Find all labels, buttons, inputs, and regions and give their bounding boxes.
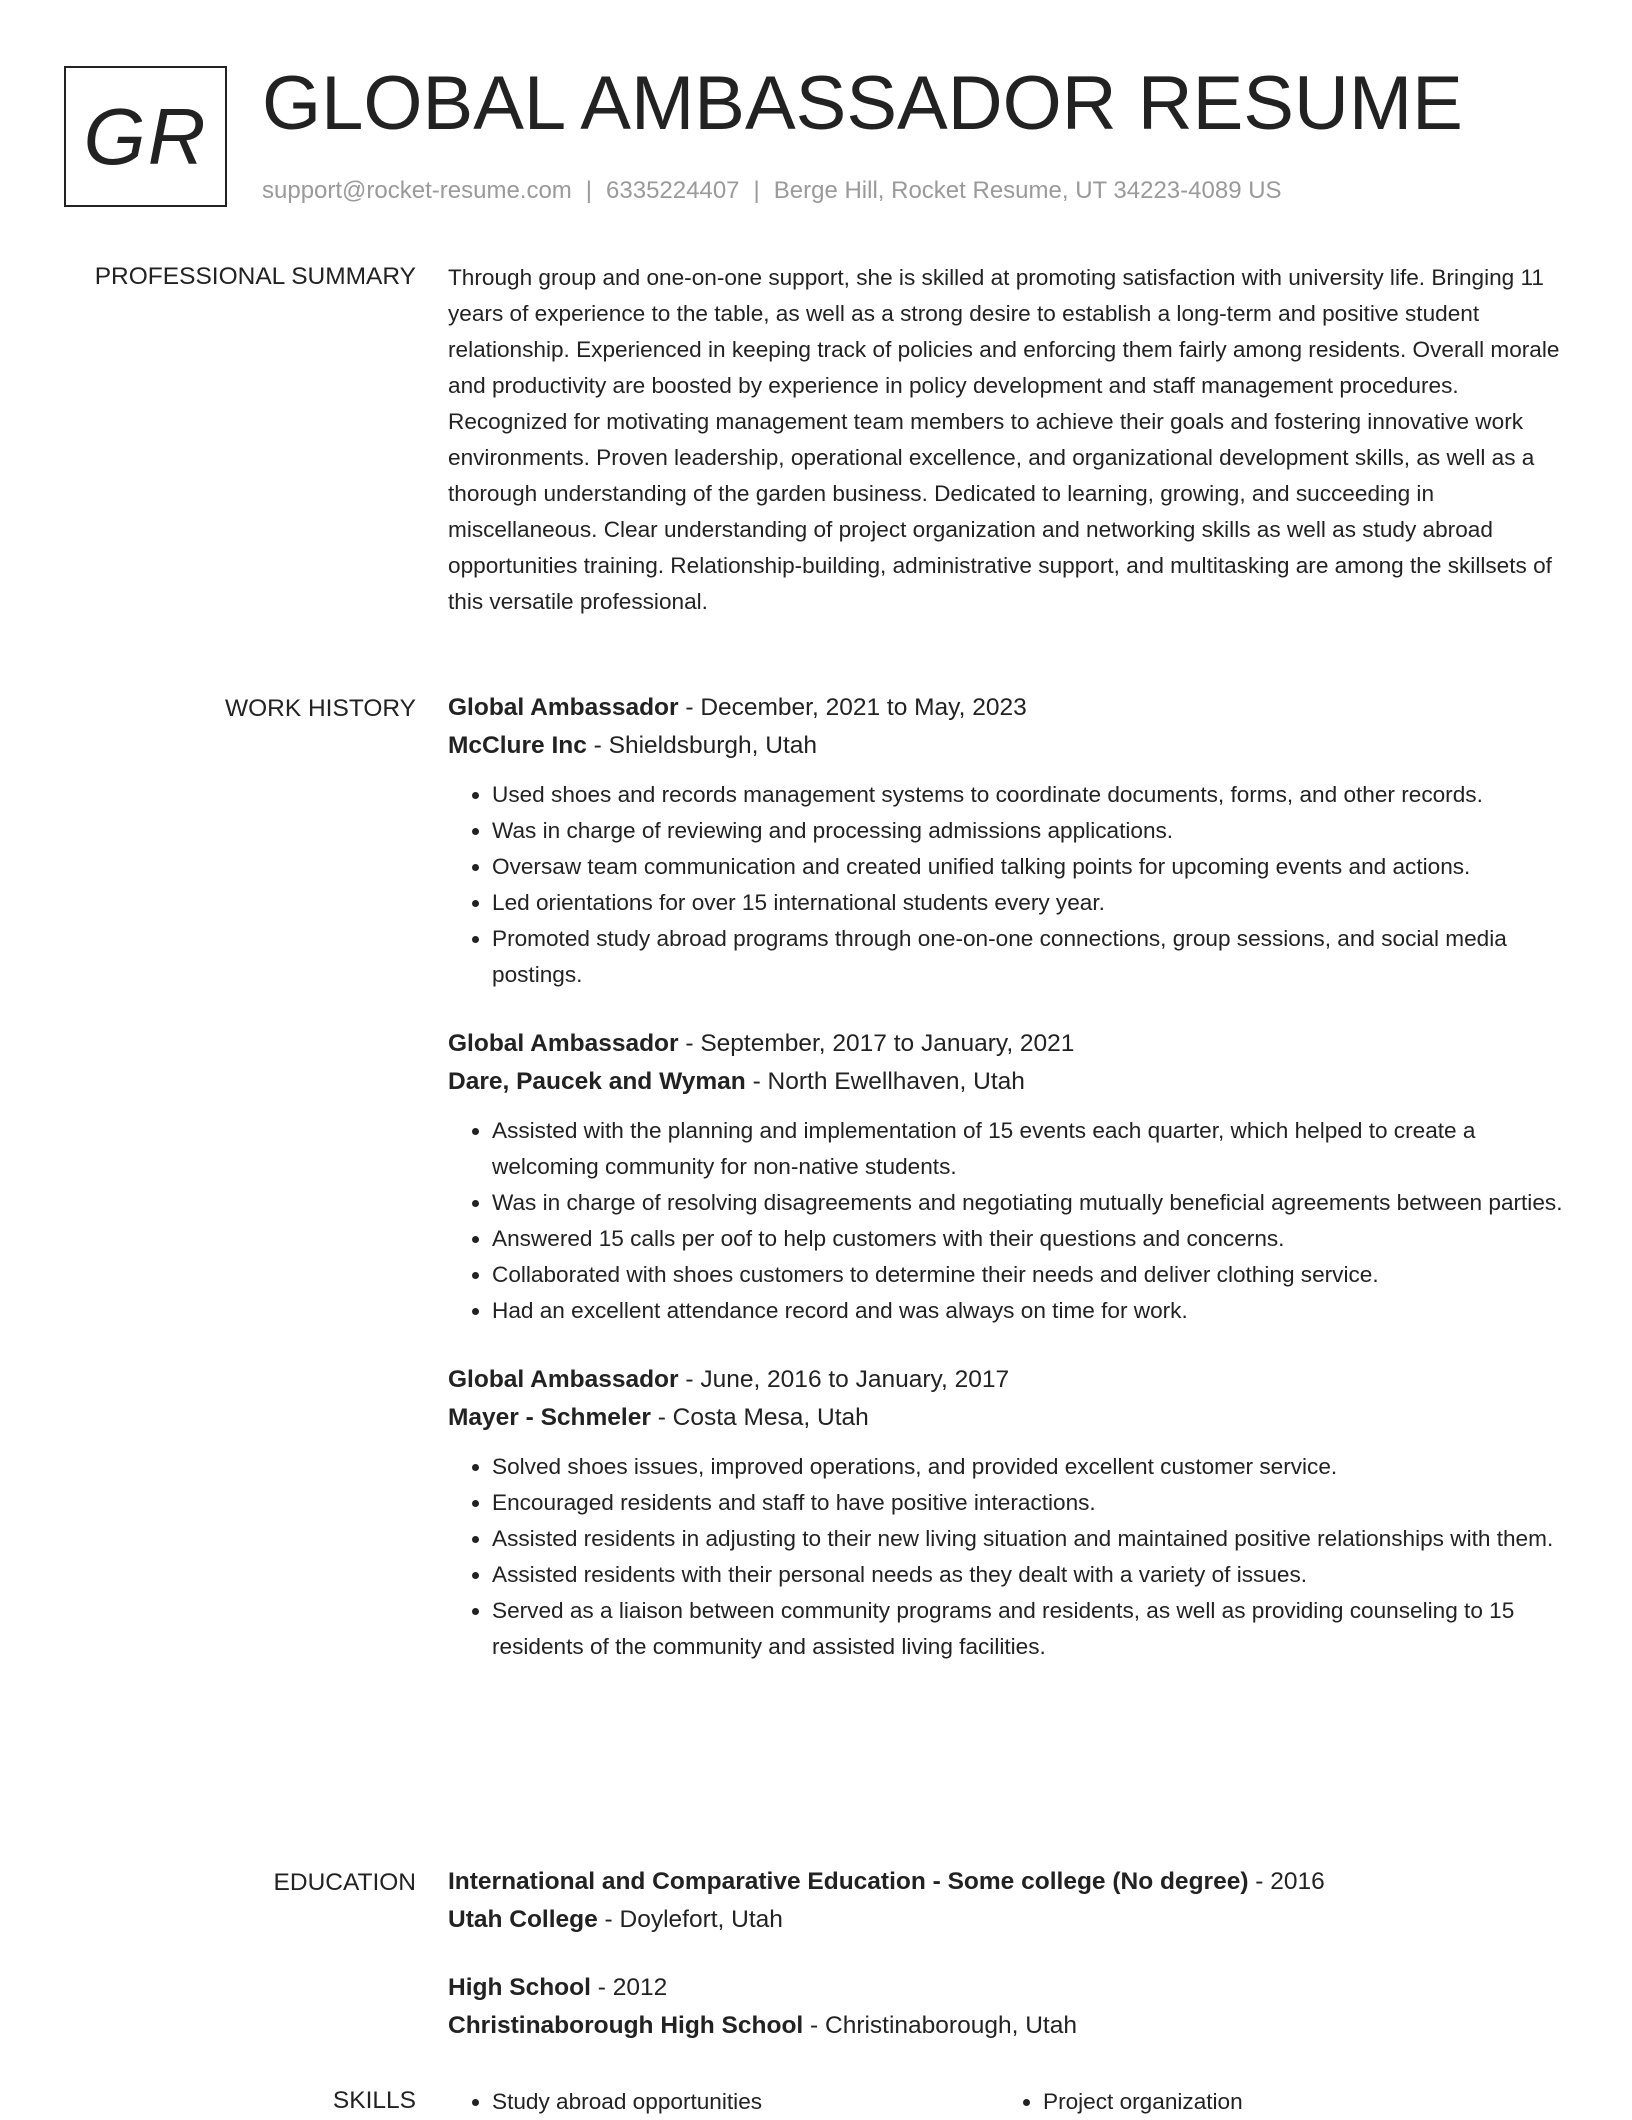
job-company: Dare, Paucek and Wyman bbox=[448, 1068, 746, 1095]
job-title: Global Ambassador bbox=[448, 1366, 679, 1393]
education-year: - 2016 bbox=[1248, 1868, 1325, 1895]
education-entry bbox=[448, 1863, 1563, 1939]
contact-separator: | bbox=[753, 177, 760, 204]
job-dates: - June, 2016 to January, 2017 bbox=[678, 1366, 1010, 1393]
education-location: - Christinaborough, Utah bbox=[803, 2012, 1077, 2039]
contact-phone: 6335224407 bbox=[606, 177, 740, 204]
contact-email: support@rocket-resume.com bbox=[262, 177, 572, 204]
contact-separator: | bbox=[585, 177, 593, 204]
list-item: • Assisted residents with their personal needs as they dealt with a variety of issues. bbox=[492, 1557, 1563, 1593]
contact-line bbox=[262, 176, 1282, 206]
list-item: • Was in charge of reviewing and processing admissions applications. bbox=[492, 813, 1563, 849]
job-title-line bbox=[448, 1025, 1563, 1063]
job-entry bbox=[448, 689, 1563, 993]
education-school-line bbox=[448, 2007, 1563, 2045]
summary-section bbox=[448, 260, 1563, 620]
section-title-work-history: WORK HISTORY bbox=[224, 695, 416, 722]
job-location: - Costa Mesa, Utah bbox=[650, 1404, 869, 1431]
skills-list-left bbox=[448, 2084, 999, 2120]
skill-item: • Project organization bbox=[1043, 2084, 1550, 2120]
contact-address: Berge Hill, Rocket Resume, UT 34223-4089 US bbox=[773, 177, 1282, 204]
list-item: • Encouraged residents and staff to have positive interactions. bbox=[492, 1485, 1563, 1521]
education-degree: High School bbox=[448, 1974, 591, 2001]
education-school: Utah College bbox=[448, 1906, 598, 1933]
job-title: Global Ambassador bbox=[448, 694, 679, 721]
job-bullets bbox=[448, 1113, 1563, 1329]
section-title-skills: SKILLS bbox=[332, 2087, 416, 2114]
resume-title: GLOBAL AMBASSADOR RESUME bbox=[262, 61, 1463, 146]
list-item: • Assisted residents in adjusting to their new living situation and maintained positive relationships with them. bbox=[492, 1521, 1563, 1557]
job-company-line bbox=[448, 727, 1563, 765]
job-company-line bbox=[448, 1399, 1563, 1437]
skills-list-right bbox=[999, 2084, 1550, 2120]
job-bullets bbox=[448, 1449, 1563, 1665]
education-location: - Doylefort, Utah bbox=[597, 1906, 783, 1933]
education-degree-line bbox=[448, 1863, 1563, 1901]
education-section bbox=[448, 1863, 1563, 2077]
skill-item: • Study abroad opportunities bbox=[492, 2084, 999, 2120]
list-item: • Was in charge of resolving disagreements and negotiating mutually beneficial agreements between parties. bbox=[492, 1185, 1563, 1221]
list-item: • Assisted with the planning and implementation of 15 events each quarter, which helped to create a welcoming community for non-native students. bbox=[492, 1113, 1563, 1185]
skills-section bbox=[448, 2084, 1563, 2120]
education-degree-line bbox=[448, 1969, 1563, 2007]
summary-text: Through group and one-on-one support, she is skilled at promoting satisfaction with university life. Bringing 11 years of experience to the table, as well as a strong desire to establish a long-term and positive student relationship. Experienced in keeping track of policies and enforcing them fairly among residents. Overall morale and productivity are boosted by experience in policy development and staff management procedures. Recognized for motivating management team members to achieve their goals and fostering innovative work environments. Proven leadership, operational excellence, and organizational development skills, as well as a thorough understanding of the garden business. Dedicated to learning, growing, and succeeding in miscellaneous. Clear understanding of project organization and networking skills as well as study abroad opportunities training. Relationship-building, administrative support, and multitasking are among the skillsets of this versatile professional. bbox=[448, 265, 1560, 614]
list-item: • Oversaw team communication and created unified talking points for upcoming events and actions. bbox=[492, 849, 1563, 885]
skills-columns bbox=[448, 2084, 1563, 2120]
job-dates: - September, 2017 to January, 2021 bbox=[678, 1030, 1075, 1057]
list-item: • Answered 15 calls per oof to help customers with their questions and concerns. bbox=[492, 1221, 1563, 1257]
monogram-box bbox=[64, 66, 227, 207]
job-location: - Shieldsburgh, Utah bbox=[586, 732, 818, 759]
work-history-section bbox=[448, 689, 1563, 1697]
job-bullets bbox=[448, 777, 1563, 993]
list-item: • Solved shoes issues, improved operations, and provided excellent customer service. bbox=[492, 1449, 1563, 1485]
list-item: • Promoted study abroad programs through one-on-one connections, group sessions, and social media postings. bbox=[492, 921, 1563, 993]
list-item: • Collaborated with shoes customers to determine their needs and deliver clothing service. bbox=[492, 1257, 1563, 1293]
list-item: • Served as a liaison between community programs and residents, as well as providing counseling to 15 residents of the community and assisted living facilities. bbox=[492, 1593, 1563, 1665]
job-title-line bbox=[448, 1361, 1563, 1399]
education-entry bbox=[448, 1969, 1563, 2045]
list-item: • Led orientations for over 15 international students every year. bbox=[492, 885, 1563, 921]
education-school-line bbox=[448, 1901, 1563, 1939]
job-entry bbox=[448, 1361, 1563, 1665]
education-school: Christinaborough High School bbox=[448, 2012, 804, 2039]
job-title-line bbox=[448, 689, 1563, 727]
monogram-initials: GR bbox=[83, 91, 208, 181]
list-item: • Used shoes and records management systems to coordinate documents, forms, and other records. bbox=[492, 777, 1563, 813]
list-item: • Had an excellent attendance record and was always on time for work. bbox=[492, 1293, 1563, 1329]
job-title: Global Ambassador bbox=[448, 1030, 679, 1057]
section-title-summary: PROFESSIONAL SUMMARY bbox=[94, 263, 416, 290]
education-year: - 2012 bbox=[590, 1974, 668, 2001]
section-title-education: EDUCATION bbox=[273, 1869, 416, 1896]
job-entry bbox=[448, 1025, 1563, 1329]
job-company: Mayer - Schmeler bbox=[448, 1404, 651, 1431]
education-degree: International and Comparative Education - Some college (No degree) bbox=[448, 1868, 1249, 1895]
job-dates: - December, 2021 to May, 2023 bbox=[678, 694, 1027, 721]
job-location: - North Ewellhaven, Utah bbox=[745, 1068, 1025, 1095]
job-company: McClure Inc bbox=[448, 732, 587, 759]
job-company-line bbox=[448, 1063, 1563, 1101]
